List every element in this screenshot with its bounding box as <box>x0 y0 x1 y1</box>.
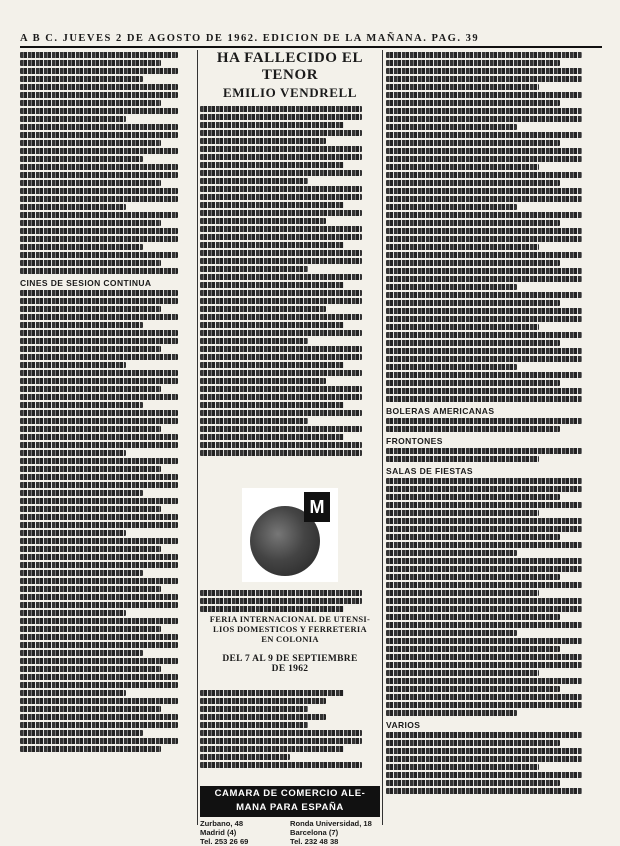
section-heading: SALAS DE FIESTAS <box>386 466 474 476</box>
header-text: A B C. JUEVES 2 DE AGOSTO DE 1962. EDICION DE LA MAÑANA. PAG. 39 <box>20 33 480 44</box>
middle-column <box>200 50 380 486</box>
column-rule <box>382 50 383 825</box>
fair-title: FERIA INTERNACIONAL DE UTENSI- LIOS DOMESTICOS Y FERRETERIA EN COLONIA <box>209 614 371 644</box>
article-headline: HA FALLECIDO EL TENOR <box>216 50 364 83</box>
section-heading: BOLERAS AMERICANAS <box>386 406 495 416</box>
page-header <box>20 32 602 48</box>
chamber-of-commerce-banner: CAMARA DE COMERCIO ALE- MANA PARA ESPAÑA <box>200 786 380 817</box>
section-heading: VARIOS <box>386 720 421 730</box>
section-heading: CINES DE SESION CONTINUA <box>20 278 152 288</box>
left-column <box>20 50 196 825</box>
fair-dates: DEL 7 AL 9 DE SEPTIEMBRE DE 1962 <box>222 654 358 674</box>
advertisement: M FERIA INTERNACIONAL DE UTENSI- LIOS DOMESTICOS Y FERRETERIA EN COLONIA DEL 7 AL 9 DE SEPTIEMBRE DE 1962 CAMARA DE COMERCIO ALE- MANA PARA ESPAÑA Zurbano, 48 Madrid (4) Tel. 253 26 69 Ronda Universidad, 18 Barcelona (7) Tel. 232 48 38 <box>200 488 380 840</box>
fair-emblem: M <box>304 492 330 522</box>
right-column <box>386 50 604 825</box>
column-rule <box>197 50 198 825</box>
article-subheadline: EMILIO VENDRELL <box>222 85 358 100</box>
section-heading: FRONTONES <box>386 436 443 446</box>
fair-logo <box>242 488 338 582</box>
